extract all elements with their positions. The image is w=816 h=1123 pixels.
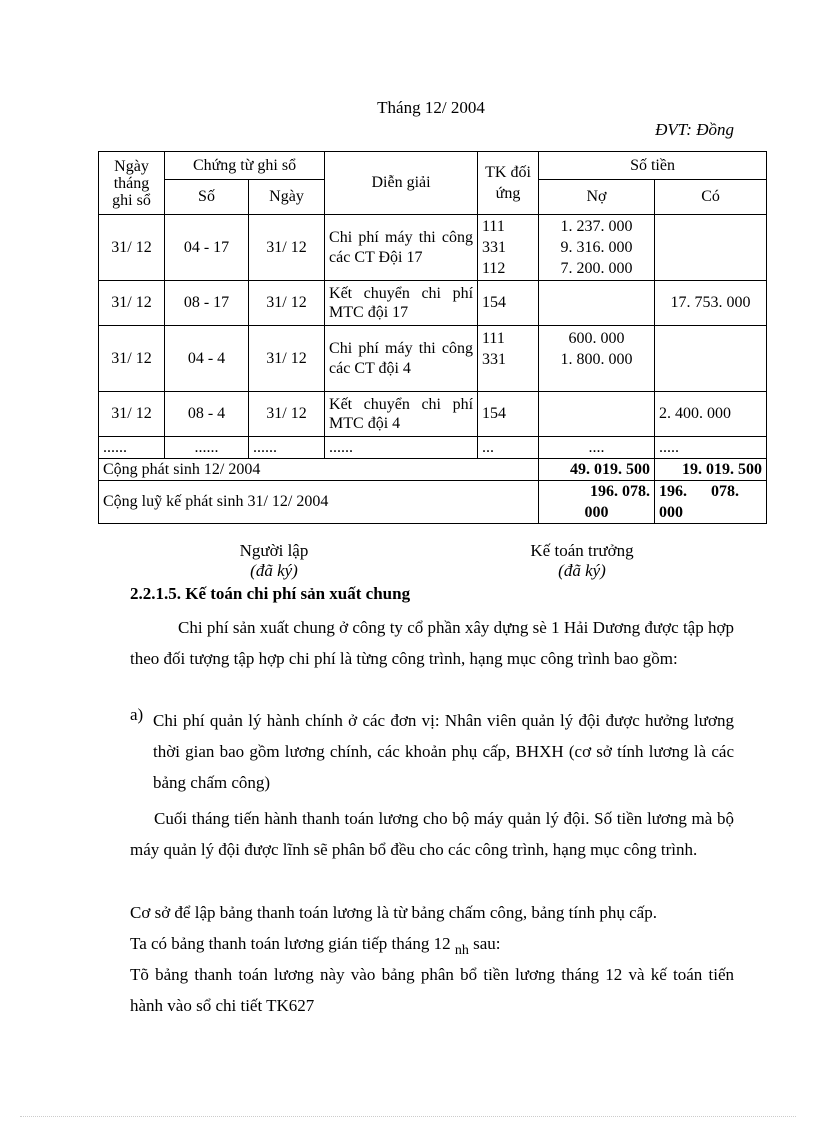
header-voucher-no: Số bbox=[165, 180, 249, 215]
paragraph: Tõ bảng thanh toán lương này vào bảng phân bổ tiền lương tháng 12 và kế toán tiến hành vào sổ chi tiết TK627 bbox=[130, 965, 734, 1015]
signature-chief-accountant: Kế toán trưởng (đã ký) bbox=[530, 541, 634, 580]
ledger-table bbox=[98, 151, 767, 524]
paragraph: Cơ sở để lập bảng thanh toán lương là từ bảng chấm công, bảng tính phụ cấp. bbox=[130, 903, 657, 922]
paragraph: Cuối tháng tiến hành thanh toán lương cho bộ máy quản lý đội. Số tiền lương mà bộ máy quản lý đội được lĩnh sẽ phân bổ đều cho các công trình, hạng mục công trình. bbox=[130, 809, 734, 859]
header-amount: Số tiền bbox=[539, 152, 767, 180]
header-account: TK đối ứng bbox=[478, 152, 539, 215]
currency-unit: ĐVT: Đồng bbox=[655, 120, 734, 139]
month-title: Tháng 12/ 2004 bbox=[377, 98, 485, 117]
table-row: 31/ 12 04 - 17 31/ 12 Chi phí máy thi công các CT Đội 17 111 331 112 1. 237. 000 9. 316. 000 7. 200. 000 bbox=[99, 215, 767, 281]
page-footer-rule bbox=[20, 1116, 796, 1117]
table-row: 31/ 12 08 - 4 31/ 12 Kết chuyển chi phí MTC đội 4 154 2. 400. 000 bbox=[99, 392, 767, 437]
signature-preparer: Người lập (đã ký) bbox=[239, 541, 309, 580]
header-credit: Có bbox=[655, 180, 767, 215]
paragraph: Ta có bảng thanh toán lương gián tiếp tháng 12 $_{nh}$ sau: bbox=[130, 934, 501, 958]
table-row: 31/ 12 04 - 4 31/ 12 Chi phí máy thi công các CT đội 4 111 331 600. 000 1. 800. 000 bbox=[99, 326, 767, 392]
list-marker: a) bbox=[130, 705, 144, 724]
header-description: Diễn giải bbox=[325, 152, 478, 215]
table-row: 31/ 12 08 - 17 31/ 12 Kết chuyển chi phí MTC đội 17 154 17. 753. 000 bbox=[99, 281, 767, 326]
table-row: ...... ...... ...... ...... ... .... ..... bbox=[99, 437, 767, 459]
list-item: Chi phí quản lý hành chính ở các đơn vị: Nhân viên quản lý đội được hưởng lương thời gian bao gồm lương chính, các khoản phụ cấp, BHXH (cơ sở tính lương là các bảng chấm công) bbox=[153, 711, 734, 792]
header-date: Ngày tháng ghi sổ bbox=[99, 152, 165, 215]
total-cumulative-row: Cộng luỹ kế phát sinh 31/ 12/ 2004 196. 078. 000 196. 078. 000 bbox=[99, 481, 767, 524]
total-month-row: Cộng phát sinh 12/ 2004 49. 019. 500 19. 019. 500 bbox=[99, 459, 767, 481]
header-voucher: Chứng từ ghi sổ bbox=[165, 152, 325, 180]
header-voucher-date: Ngày bbox=[249, 180, 325, 215]
paragraph: Chi phí sản xuất chung ở công ty cổ phần xây dựng sè 1 Hải Dương được tập hợp theo đối tượng tập hợp chi phí là từng công trình, hạng mục công trình bao gồm: bbox=[130, 618, 734, 668]
section-title: 2.2.1.5. Kế toán chi phí sản xuất chung bbox=[130, 584, 411, 603]
header-debit: Nợ bbox=[539, 180, 655, 215]
